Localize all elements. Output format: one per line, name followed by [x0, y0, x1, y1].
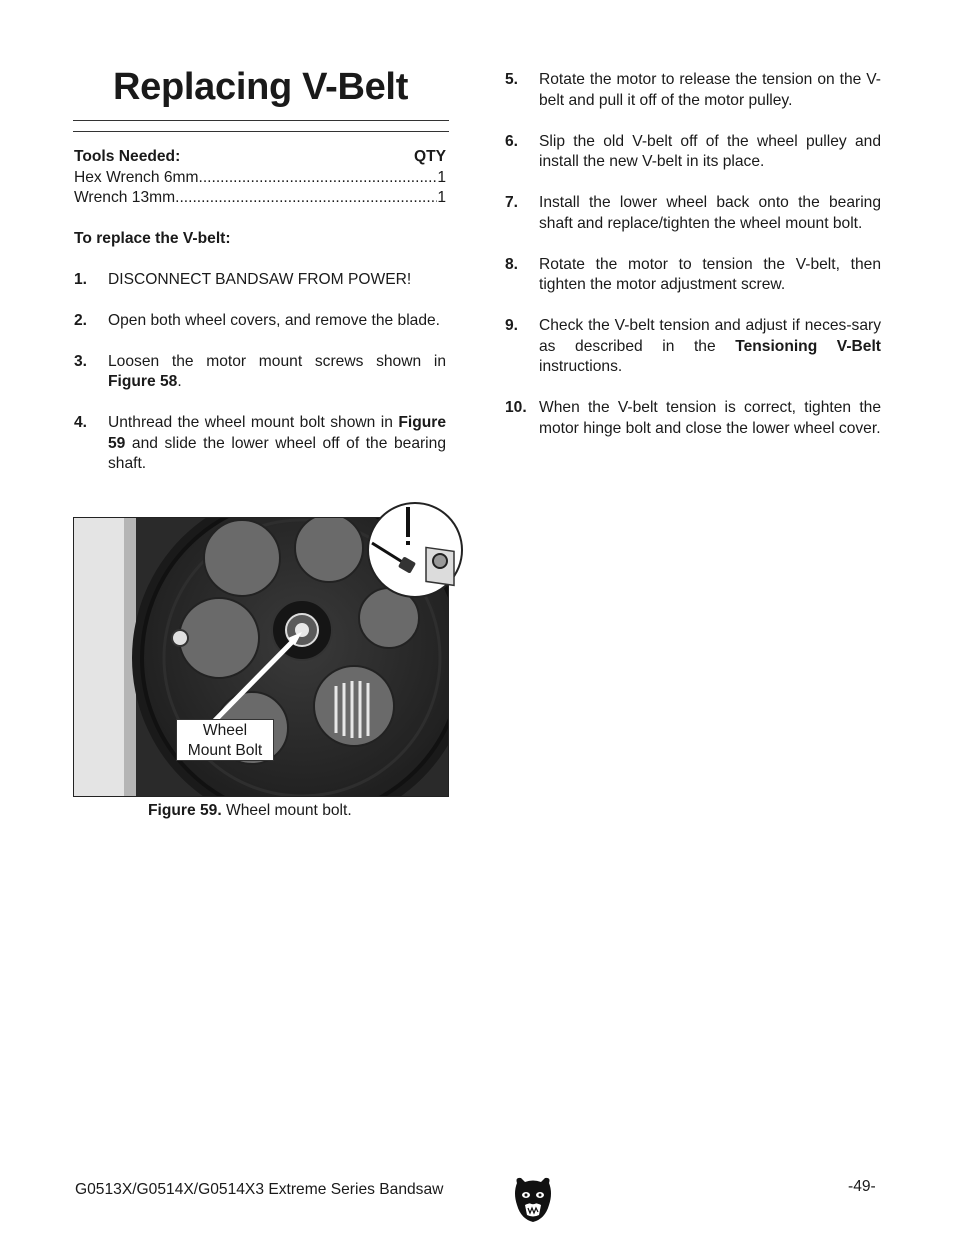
step-9 [505, 316, 881, 378]
step-number: 2. [74, 311, 88, 329]
grizzly-bear-logo-icon [513, 1175, 553, 1223]
step-number: 1. [74, 270, 88, 288]
tool-name: Hex Wrench 6mm [74, 168, 199, 186]
tool-qty: 1 [437, 168, 446, 186]
procedure-intro: To replace the V-belt: [74, 229, 231, 247]
step-2 [74, 311, 446, 332]
step-10 [505, 398, 881, 439]
step-number: 6. [505, 132, 519, 150]
tool-callout-circle [366, 501, 464, 599]
step-number: 4. [74, 414, 88, 431]
tool-row-wrench [74, 188, 446, 209]
figure-caption [148, 801, 352, 821]
step-3 [74, 352, 446, 393]
tools-header [74, 147, 446, 168]
step-text-end: and slide the lower wheel off of the bearing shaft. [108, 434, 446, 472]
callout-line-2: Mount Bolt [187, 742, 263, 759]
leader-dots [175, 188, 437, 209]
step-6 [505, 132, 881, 173]
step-number: 7. [505, 194, 519, 211]
step-text: Install the lower wheel back onto the bearing shaft and replace/tighten the wheel mount bolt. [539, 194, 881, 232]
tool-qty: 1 [437, 189, 446, 206]
step-4 [74, 413, 446, 475]
step-number: 5. [505, 71, 519, 88]
caption-label: Figure 59. [148, 802, 222, 819]
step-number: 9. [505, 317, 519, 334]
figure-reference: Figure 59 [108, 414, 446, 452]
step-text: Rotate the motor to tension the V-belt, then tighten the motor adjustment screw. [539, 255, 881, 293]
footer-model: G0513X/G0514X/G0514X3 Extreme Series Bandsaw [75, 1181, 444, 1198]
step-text: Rotate the motor to release the tension on the V-belt and pull it off of the motor pulley. [539, 71, 881, 109]
page-title: Replacing V-Belt [113, 66, 409, 108]
step-5 [505, 70, 881, 111]
figure-reference: Figure 58 [108, 373, 178, 390]
steps-list-right [505, 70, 881, 439]
caption-text: Wheel mount bolt. [221, 802, 352, 819]
leader-dots [199, 168, 438, 189]
step-text: DISCONNECT BANDSAW FROM POWER! [108, 270, 412, 288]
step-text-end: . [177, 373, 182, 390]
title-rule-top [73, 120, 449, 121]
section-reference: Tensioning V-Belt [735, 337, 881, 355]
step-text: When the V-belt tension is correct, tighten the motor hinge bolt and close the lower wheel cover. [539, 399, 881, 437]
step-text: Unthread the wheel mount bolt shown in [108, 414, 399, 431]
title-rule-bottom [73, 131, 449, 132]
step-text: Slip the old V-belt off of the wheel pulley and install the new V-belt in its place. [539, 132, 881, 170]
tool-name: Wrench 13mm [74, 189, 176, 206]
step-text: Check the V-belt tension and adjust if neces-sary as described in the [539, 317, 881, 355]
qty-label: QTY [413, 148, 446, 165]
tool-row-hex-wrench [74, 168, 446, 189]
right-column [505, 70, 881, 460]
step-8 [505, 255, 881, 296]
step-number: 8. [505, 255, 519, 273]
page-number: -49- [848, 1178, 876, 1195]
step-text: Open both wheel covers, and remove the blade. [108, 311, 441, 329]
callout-line-1: Wheel [202, 722, 248, 739]
step-7 [505, 193, 881, 234]
step-number: 10. [505, 399, 527, 416]
tools-needed-label: Tools Needed: [74, 148, 181, 165]
steps-list-left [74, 270, 446, 475]
step-1 [74, 270, 446, 291]
wheel-mount-bolt-callout [176, 719, 274, 761]
left-column [74, 147, 446, 495]
step-text-end: instructions. [539, 358, 623, 375]
step-number: 3. [74, 352, 88, 370]
step-text: Loosen the motor mount screws shown in [108, 352, 446, 370]
